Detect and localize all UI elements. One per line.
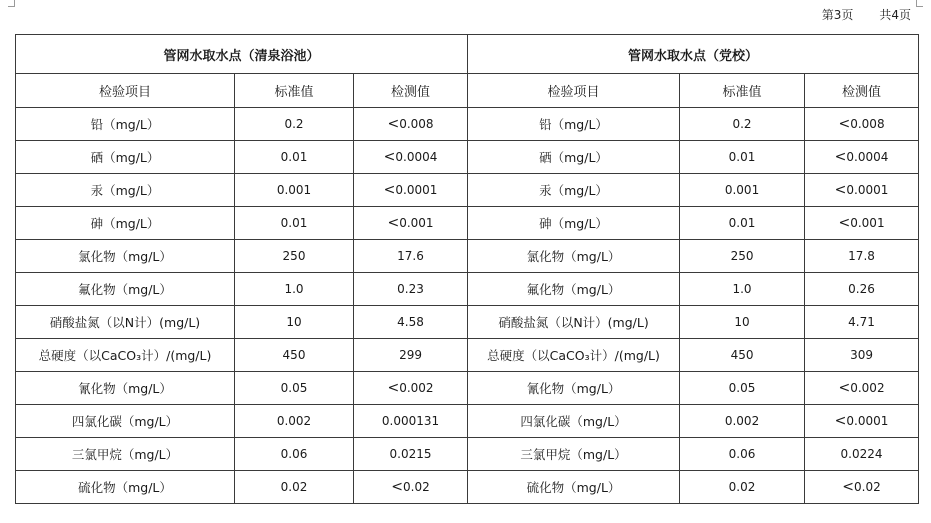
- measured-value: 0.0004: [395, 150, 438, 164]
- measured-value-cell: [354, 405, 468, 438]
- col-header-item: 检验项目: [468, 74, 680, 108]
- col-header-standard: 标准值: [235, 74, 354, 108]
- measured-value: 0.02: [403, 480, 430, 494]
- less-than-sign: <: [834, 182, 847, 198]
- measured-value: 0.002: [850, 381, 885, 395]
- table-row: [16, 306, 919, 339]
- standard-value-cell: 0.01: [680, 207, 805, 240]
- standard-value-cell: 0.001: [680, 174, 805, 207]
- less-than-sign: <: [383, 182, 396, 198]
- less-than-sign: <: [838, 116, 851, 132]
- page-indicator: [822, 6, 911, 23]
- standard-value-cell: 450: [235, 339, 354, 372]
- item-name-cell: 硝酸盐氮（以N计）(mg/L): [468, 306, 680, 339]
- standard-value-cell: 0.2: [235, 108, 354, 141]
- standard-value-cell: 0.01: [680, 141, 805, 174]
- standard-value-cell: 0.01: [235, 141, 354, 174]
- standard-value-cell: 0.05: [680, 372, 805, 405]
- col-header-standard: 标准值: [680, 74, 805, 108]
- table-row: [16, 471, 919, 504]
- measured-value: 299: [399, 348, 422, 362]
- standard-value-cell: 250: [680, 240, 805, 273]
- standard-value-cell: 0.06: [235, 438, 354, 471]
- item-name-cell: 四氯化碳（mg/L）: [16, 405, 235, 438]
- standard-value-cell: 0.001: [235, 174, 354, 207]
- item-name-cell: 砷（mg/L）: [16, 207, 235, 240]
- measured-value: 309: [850, 348, 873, 362]
- measured-value-cell: [805, 372, 919, 405]
- standard-value-cell: 250: [235, 240, 354, 273]
- table-row: [16, 438, 919, 471]
- table-row: [16, 108, 919, 141]
- crop-mark-right: [916, 0, 923, 7]
- item-name-cell: 三氯甲烷（mg/L）: [468, 438, 680, 471]
- section-title-left: 管网水取水点（清泉浴池）: [16, 35, 468, 74]
- table-row: [16, 141, 919, 174]
- table-body: [16, 108, 919, 504]
- item-name-cell: 总硬度（以CaCO₃计）/(mg/L): [468, 339, 680, 372]
- measured-value-cell: [805, 339, 919, 372]
- table-row: [16, 339, 919, 372]
- measured-value-cell: [354, 273, 468, 306]
- measured-value-cell: [354, 339, 468, 372]
- measured-value-cell: [354, 141, 468, 174]
- item-name-cell: 硒（mg/L）: [468, 141, 680, 174]
- standard-value-cell: 1.0: [680, 273, 805, 306]
- measured-value-cell: [805, 240, 919, 273]
- measured-value-cell: [805, 174, 919, 207]
- measured-value: 0.26: [848, 282, 875, 296]
- measured-value-cell: [354, 438, 468, 471]
- less-than-sign: <: [842, 479, 855, 495]
- standard-value-cell: 1.0: [235, 273, 354, 306]
- table-row: [16, 174, 919, 207]
- measured-value: 0.23: [397, 282, 424, 296]
- measured-value: 0.02: [854, 480, 881, 494]
- measured-value: 0.0001: [395, 183, 438, 197]
- measured-value: 17.6: [397, 249, 424, 263]
- measured-value: 4.71: [848, 315, 875, 329]
- less-than-sign: <: [391, 479, 404, 495]
- item-name-cell: 硝酸盐氮（以N计）(mg/L): [16, 306, 235, 339]
- item-name-cell: 汞（mg/L）: [468, 174, 680, 207]
- item-name-cell: 氟化物（mg/L）: [468, 273, 680, 306]
- measured-value-cell: [805, 273, 919, 306]
- less-than-sign: <: [387, 116, 400, 132]
- column-header-row: [16, 74, 919, 108]
- measured-value: 0.008: [850, 117, 885, 131]
- standard-value-cell: 0.01: [235, 207, 354, 240]
- table-row: [16, 372, 919, 405]
- measured-value: 0.008: [399, 117, 434, 131]
- measured-value-cell: [805, 405, 919, 438]
- measured-value: 0.0215: [389, 447, 432, 461]
- item-name-cell: 硒（mg/L）: [16, 141, 235, 174]
- standard-value-cell: 0.05: [235, 372, 354, 405]
- measured-value: 0.000131: [381, 414, 440, 428]
- measured-value: 0.001: [399, 216, 434, 230]
- water-quality-table: [15, 34, 919, 504]
- standard-value-cell: 10: [235, 306, 354, 339]
- col-header-measured: 检测值: [354, 74, 468, 108]
- item-name-cell: 铅（mg/L）: [16, 108, 235, 141]
- measured-value: 0.002: [399, 381, 434, 395]
- page-total: 共4页: [879, 8, 911, 22]
- measured-value-cell: [805, 438, 919, 471]
- standard-value-cell: 0.002: [680, 405, 805, 438]
- standard-value-cell: 0.06: [680, 438, 805, 471]
- standard-value-cell: 450: [680, 339, 805, 372]
- measured-value-cell: [354, 306, 468, 339]
- measured-value-cell: [354, 471, 468, 504]
- measured-value: 0.0004: [846, 150, 889, 164]
- measured-value: 0.0001: [846, 414, 889, 428]
- crop-mark-left: [8, 0, 15, 7]
- measured-value-cell: [805, 207, 919, 240]
- measured-value-cell: [805, 141, 919, 174]
- less-than-sign: <: [838, 215, 851, 231]
- measured-value: 17.8: [848, 249, 875, 263]
- measured-value-cell: [805, 306, 919, 339]
- item-name-cell: 三氯甲烷（mg/L）: [16, 438, 235, 471]
- item-name-cell: 铅（mg/L）: [468, 108, 680, 141]
- less-than-sign: <: [383, 149, 396, 165]
- table-row: [16, 240, 919, 273]
- less-than-sign: <: [838, 380, 851, 396]
- item-name-cell: 砷（mg/L）: [468, 207, 680, 240]
- section-title-right: 管网水取水点（党校）: [468, 35, 919, 74]
- standard-value-cell: 0.02: [680, 471, 805, 504]
- table-row: [16, 405, 919, 438]
- item-name-cell: 总硬度（以CaCO₃计）/(mg/L): [16, 339, 235, 372]
- col-header-measured: 检测值: [805, 74, 919, 108]
- section-header-row: [16, 35, 919, 74]
- standard-value-cell: 10: [680, 306, 805, 339]
- item-name-cell: 氰化物（mg/L）: [16, 372, 235, 405]
- less-than-sign: <: [834, 149, 847, 165]
- measured-value: 0.001: [850, 216, 885, 230]
- measured-value-cell: [805, 108, 919, 141]
- col-header-item: 检验项目: [16, 74, 235, 108]
- less-than-sign: <: [387, 215, 400, 231]
- item-name-cell: 氟化物（mg/L）: [16, 273, 235, 306]
- standard-value-cell: 0.02: [235, 471, 354, 504]
- measured-value: 4.58: [397, 315, 424, 329]
- item-name-cell: 硫化物（mg/L）: [468, 471, 680, 504]
- item-name-cell: 氯化物（mg/L）: [468, 240, 680, 273]
- standard-value-cell: 0.2: [680, 108, 805, 141]
- page-current: 第3页: [821, 8, 854, 22]
- measured-value: 0.0001: [846, 183, 889, 197]
- measured-value-cell: [354, 108, 468, 141]
- measured-value: 0.0224: [840, 447, 883, 461]
- item-name-cell: 硫化物（mg/L）: [16, 471, 235, 504]
- less-than-sign: <: [834, 413, 847, 429]
- item-name-cell: 氯化物（mg/L）: [16, 240, 235, 273]
- item-name-cell: 汞（mg/L）: [16, 174, 235, 207]
- measured-value-cell: [354, 372, 468, 405]
- standard-value-cell: 0.002: [235, 405, 354, 438]
- item-name-cell: 氰化物（mg/L）: [468, 372, 680, 405]
- measured-value-cell: [354, 174, 468, 207]
- table-row: [16, 273, 919, 306]
- item-name-cell: 四氯化碳（mg/L）: [468, 405, 680, 438]
- measured-value-cell: [354, 207, 468, 240]
- less-than-sign: <: [387, 380, 400, 396]
- measured-value-cell: [805, 471, 919, 504]
- measured-value-cell: [354, 240, 468, 273]
- table-row: [16, 207, 919, 240]
